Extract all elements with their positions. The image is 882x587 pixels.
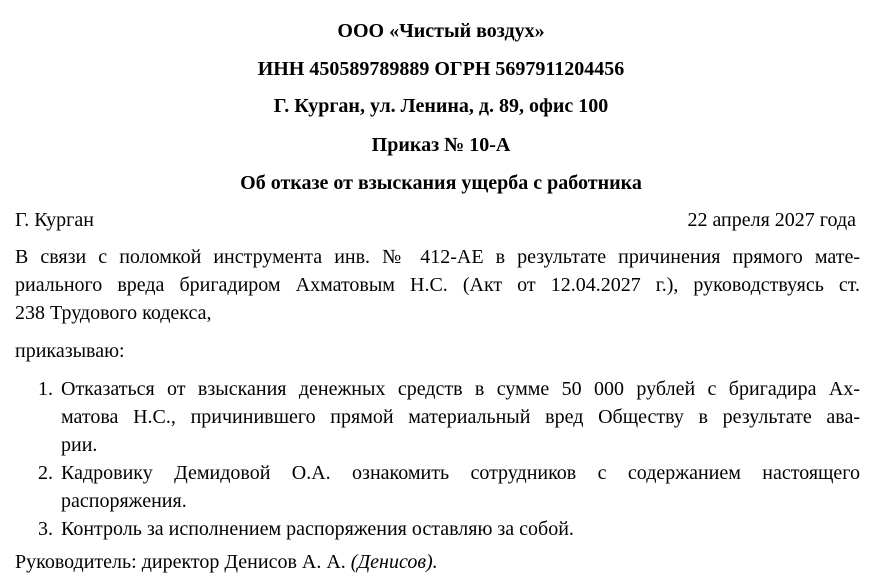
order-title: Об отказе от взыскания ущерба с работника [240,172,642,194]
item-number: 3. [38,518,53,540]
company-ids: ИНН 450589789889 ОГРН 5697911204456 [257,58,625,80]
list-item [38,515,860,543]
list-item [38,459,860,515]
preamble-line: В связи с поломкой инструмента инв. № 412-АЕ в результате причинения прямого мате- [15,246,860,268]
item-line: рии. [61,434,98,456]
company-address: Г. Курган, ул. Ленина, д. 89, офис 100 [273,95,609,117]
item-line: Отказаться от взыскания денежных средств в сумме 50 000 рублей с бригадира Ах- [61,378,860,400]
command-word: приказываю: [15,340,125,362]
item-line: Кадровику Демидовой О.А. ознакомить сотрудников с содержанием настоящего [61,462,860,484]
document-date: 22 апреля 2027 года [687,209,856,231]
preamble-line: 238 Трудового кодекса, [15,302,212,324]
preamble-paragraph [15,243,860,327]
company-name: ООО «Чистый воздух» [337,20,545,42]
order-number: Приказ № 10-А [371,134,511,156]
signature-label: Руководитель: директор Денисов А. А. [15,551,346,573]
item-line: распоряжения. [61,490,187,512]
document-place: Г. Курган [15,209,94,231]
item-number: 2. [38,462,53,484]
item-line: Контроль за исполнением распоряжения оставляю за собой. [61,518,574,540]
order-items [38,375,860,543]
item-number: 1. [38,378,53,400]
preamble-line: риального вреда бригадиром Ахматовым Н.С. (Акт от 12.04.2027 г.), руководствуясь ст. [15,274,860,296]
list-item [38,375,860,459]
item-line: матова Н.С., причинившего прямой материальный вред Обществу в результате ава- [61,406,860,428]
signature-handwritten: (Денисов). [350,551,438,573]
signature-line [15,548,438,576]
